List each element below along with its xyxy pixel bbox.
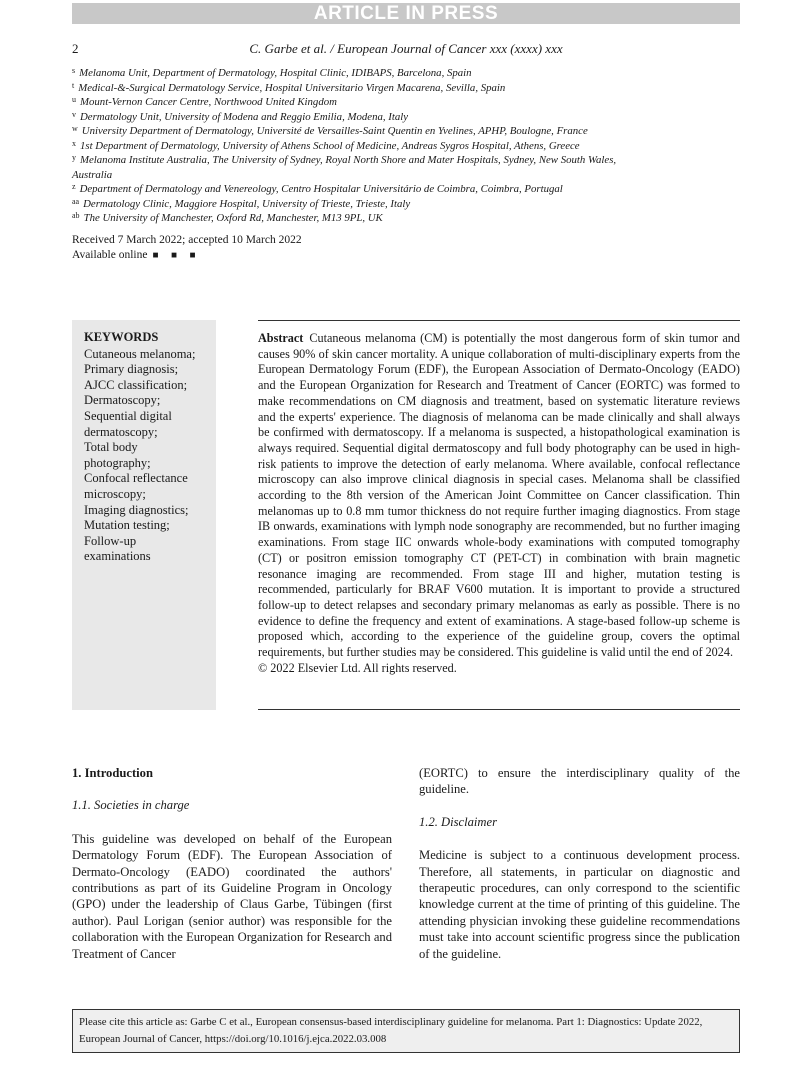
affiliation-mark: v — [72, 109, 76, 119]
keywords-title: KEYWORDS — [84, 330, 159, 344]
affiliation-item — [72, 197, 632, 212]
affiliation-item — [72, 211, 632, 226]
affiliations-list — [72, 66, 632, 226]
affiliation-item — [72, 81, 632, 96]
keywords-box — [72, 320, 216, 710]
affiliation-text: Dermatology Clinic, Maggiore Hospital, University of Trieste, Trieste, Italy — [83, 197, 411, 210]
affiliation-item — [72, 139, 632, 154]
affiliation-mark: t — [72, 80, 75, 90]
societies-paragraph-continued: (EORTC) to ensure the interdisciplinary quality of the guideline. — [419, 766, 740, 797]
affiliation-text: 1st Department of Dermatology, University of Athens School of Medicine, Andreas Sygros Hospital, Athens, Greece — [80, 139, 580, 152]
subsection-heading-disclaimer: 1.2. Disclaimer — [419, 814, 498, 829]
affiliation-item — [72, 124, 632, 139]
body-column-left — [72, 765, 392, 962]
affiliation-text: Dermatology Unit, University of Modena and Reggio Emilia, Modena, Italy — [80, 110, 409, 123]
keyword-item: AJCC classification; — [84, 377, 188, 392]
affiliation-item — [72, 66, 632, 81]
affiliation-item — [72, 95, 632, 110]
keyword-item: Confocal reflectance microscopy; — [84, 471, 188, 501]
disclaimer-paragraph: Medicine is subject to a continuous development process. Therefore, all statements, in particular on diagnostic and therapeutic procedures, can only correspond to the scientific knowledge current at the time of printing of this guideline. The attending physician invoking these guideline recommendations must take into account scientific progress since the publication of the guideline. — [419, 848, 740, 961]
affiliation-mark: s — [72, 66, 76, 75]
abstract-copyright: © 2022 Elsevier Ltd. All rights reserved. — [258, 660, 457, 675]
keyword-item: Follow-up examinations — [84, 533, 151, 564]
subsection-heading-societies: 1.1. Societies in charge — [72, 798, 190, 813]
affiliation-mark: z — [72, 182, 76, 191]
section-heading-introduction: 1. Introduction — [72, 766, 153, 780]
affiliation-mark: y — [72, 153, 76, 162]
date-placeholder-bullets: ■ ■ ■ — [152, 250, 201, 261]
affiliation-text: Melanoma Unit, Department of Dermatology, Hospital Clinic, IDIBAPS, Barcelona, Spain — [79, 67, 472, 79]
affiliation-mark: u — [72, 95, 76, 104]
keyword-item: Sequential digital dermatoscopy; — [84, 408, 172, 439]
journal-citation-header: C. Garbe et al. / European Journal of Cancer xxx (xxxx) xxx — [249, 41, 563, 56]
affiliation-text: Department of Dermatology and Venereology, Centro Hospitalar Universitário de Coimbra, Coimbra, Portugal — [79, 183, 563, 195]
abstract-label: Abstract — [258, 331, 304, 345]
page-number: 2 — [72, 41, 79, 56]
affiliation-mark: w — [72, 124, 78, 133]
affiliation-mark: x — [72, 138, 76, 148]
article-dates — [72, 233, 302, 263]
keyword-item: Primary diagnosis; — [84, 362, 179, 377]
keyword-item: Dermatoscopy; — [84, 393, 161, 408]
affiliation-mark: ab — [72, 211, 80, 220]
affiliation-mark: aa — [72, 196, 80, 206]
available-online-label: Available online — [72, 249, 148, 261]
keyword-item: Mutation testing; — [84, 518, 170, 533]
abstract-paragraph — [258, 331, 740, 661]
available-online — [72, 248, 302, 263]
affiliation-text: The University of Manchester, Oxford Rd, Manchester, M13 9PL, UK — [83, 212, 383, 224]
affiliation-text: Mount-Vernon Cancer Centre, Northwood United Kingdom — [80, 96, 337, 108]
body-column-right — [419, 765, 740, 962]
abstract-text: Cutaneous melanoma (CM) is potentially the most dangerous form of skin tumor and causes 90% of skin cancer mortality. A unique collaboration of multi-disciplinary experts from the European Dermatology Forum (EDF), the European Association of Dermato-Oncology (EADO) and the European Organization for Research and Treatment of Cancer (EORTC) was formed to make recommendations on CM diagnosis and treatment, based on systematic literature reviews and the experts' experience. The diagnosis of melanoma can be made clinically and shall always be confirmed with dermatoscopy. If a melanoma is suspected, a histopathological examination is always required. Sequential digital dermatoscopy and full body photography can be used in high-risk patients to improve the detection of early melanoma. Where available, confocal reflectance microscopy can also improve clinical diagnosis in special cases. Melanoma shall be classified according to the 8th version of the American Joint Committee on Cancer classification. Thin melanomas up to 0.8 mm tumor thickness do not require further imaging diagnostics. From stage IB onwards, examinations with lymph node sonography are recommended, but no further imaging examinations. From stage IIC onwards whole-body examinations with computed tomography (CT) or positron emission tomography CT (PET-CT) in combination with brain magnetic resonance imaging are recommended. From stage III and higher, mutation testing is recommended, particularly for BRAF V600 mutation. It is important to provide a structured follow-up to detect relapses and secondary primary melanomas as early as possible. There is no evidence to define the frequency and extent of examinations. A stage-based follow-up scheme is proposed which, according to the experience of the guideline group, covers the optimal requirements, but further studies may be considered. This guideline is valid until the end of 2024. — [258, 331, 740, 660]
affiliation-item — [72, 182, 632, 197]
affiliation-item — [72, 110, 632, 125]
societies-paragraph: This guideline was developed on behalf of the European Dermatology Forum (EDF). The European Association of Dermato-Oncology (EADO) coordinated the authors' contributions as part of its Guideline Program in Oncology (GPO) under the leadership of Claus Garbe, Tübingen (first author). Paul Lorigan (senior author) was responsible for the collaboration with the European Organization for Research and Treatment of Cancer — [72, 831, 392, 961]
affiliation-text: University Department of Dermatology, Université de Versailles-Saint Quentin en Yvelines, APHP, Boulogne, France — [81, 125, 588, 137]
affiliation-text: Medical-&-Surgical Dermatology Service, Hospital Universitario Virgen Macarena, Sevilla, Spain — [78, 81, 506, 94]
citation-box: Please cite this article as: Garbe C et al., European consensus-based interdisciplinary guideline for melanoma. Part 1: Diagnostics: Update 2022, European Journal of Cancer, https://doi.org/10.1016/j.ejca.2022.03.008 — [72, 1009, 740, 1053]
abstract — [258, 331, 740, 676]
abstract-bottom-rule — [258, 709, 740, 710]
article-in-press-banner: ARTICLE IN PRESS — [72, 3, 740, 24]
abstract-top-rule — [258, 320, 740, 321]
affiliation-item — [72, 153, 632, 182]
keyword-item: Cutaneous melanoma; — [84, 346, 196, 361]
keyword-item: Total body photography; — [84, 440, 151, 470]
received-accepted-dates: Received 7 March 2022; accepted 10 March 2022 — [72, 234, 302, 246]
keyword-item: Imaging diagnostics; — [84, 502, 189, 517]
affiliation-text: Melanoma Institute Australia, The University of Sydney, Royal North Shore and Mater Hospitals, Sydney, New South Wales, Australia — [72, 154, 617, 181]
